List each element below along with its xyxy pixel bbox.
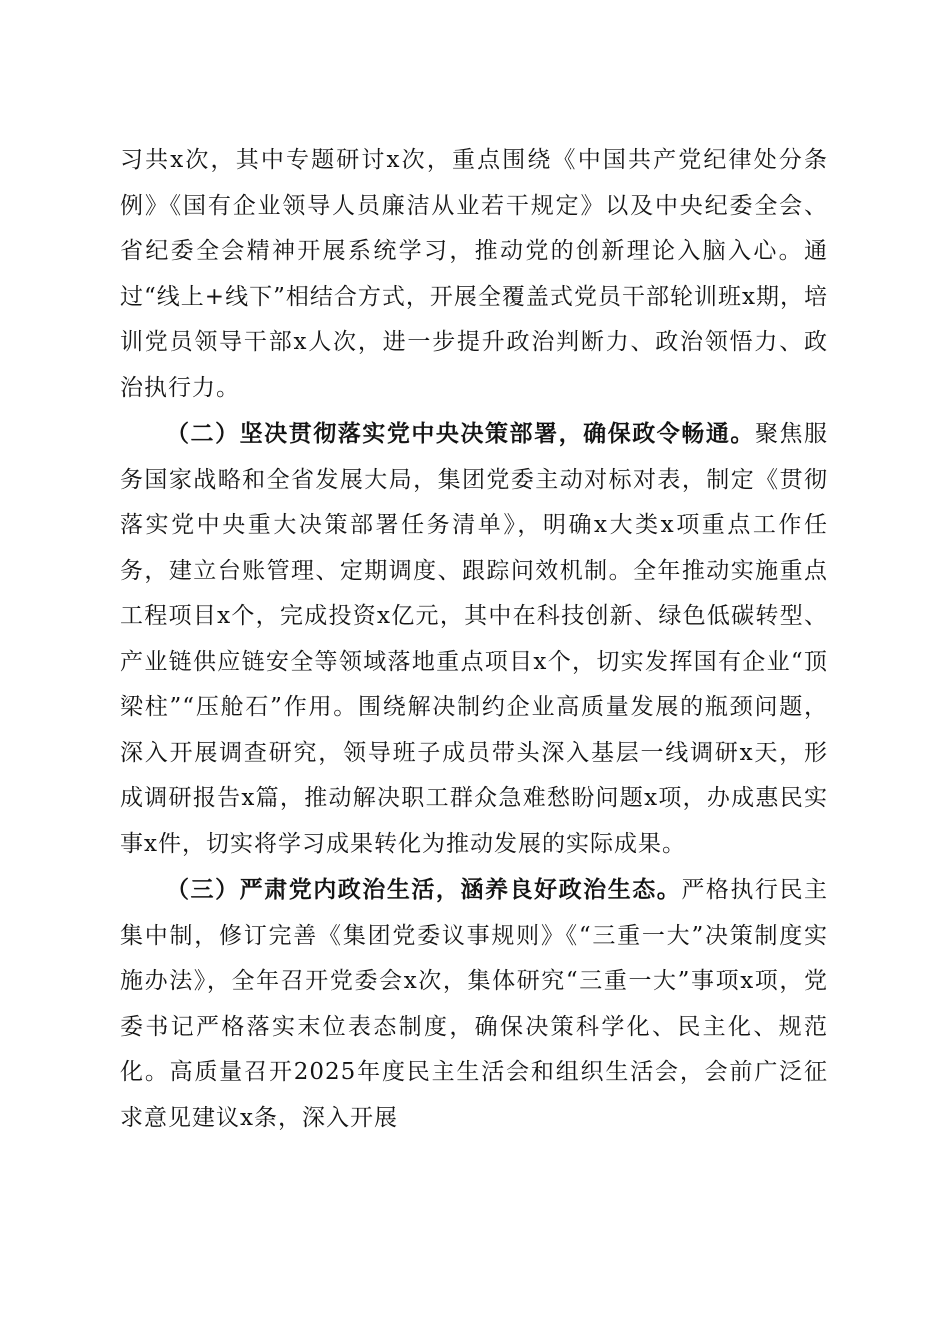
section-2-body: 聚焦服务国家战略和全省发展大局，集团党委主动对标对表，制定《贯彻落实党中央重大决策部署任务清单》，明确x大类x项重点工作任务，建立台账管理、定期调度、跟踪问效机制。全年推动实施重点工程项目x个，完成投资x亿元，其中在科技创新、绿色低碳转型、产业链供应链安全等领域落地重点项目x个，切实发挥国有企业“顶梁柱”“压舱石”作用。围绕解决制约企业高质量发展的瓶颈问题，深入开展调查研究，领导班子成员带头深入基层一线调研x天，形成调研报告x篇，推动解决职工群众急难愁盼问题x项，办成惠民实事x件，切实将学习成果转化为推动发展的实际成果。 <box>120 421 829 857</box>
paragraph-1-body: 习共x次，其中专题研讨x次，重点围绕《中国共产党纪律处分条例》《国有企业领导人员廉洁从业若干规定》以及中央纪委全会、省纪委全会精神开展系统学习，推动党的创新理论入脑入心。通过“线上+线下”相结合方式，开展全覆盖式党员干部轮训班x期，培训党员领导干部x人次，进一步提升政治判断力、政治领悟力、政治执行力。 <box>120 147 828 401</box>
paragraph-section-2 <box>120 411 828 867</box>
paragraph-section-3 <box>120 867 828 1141</box>
paragraph-continued-study <box>120 138 828 411</box>
section-2-heading: （二）坚决贯彻落实党中央决策部署，确保政令畅通。 <box>166 420 755 447</box>
document-body <box>120 138 828 1141</box>
section-3-heading: （三）严肃党内政治生活，涵养良好政治生态。 <box>166 876 682 903</box>
section-3-body: 严格执行民主集中制，修订完善《集团党委议事规则》《“三重一大”决策制度实施办法》，全年召开党委会x次，集体研究“三重一大”事项x项，党委书记严格落实末位表态制度，确保决策科学化、民主化、规范化。高质量召开2025年度民主生活会和组织生活会，会前广泛征求意见建议x条，深入开展 <box>120 877 829 1131</box>
